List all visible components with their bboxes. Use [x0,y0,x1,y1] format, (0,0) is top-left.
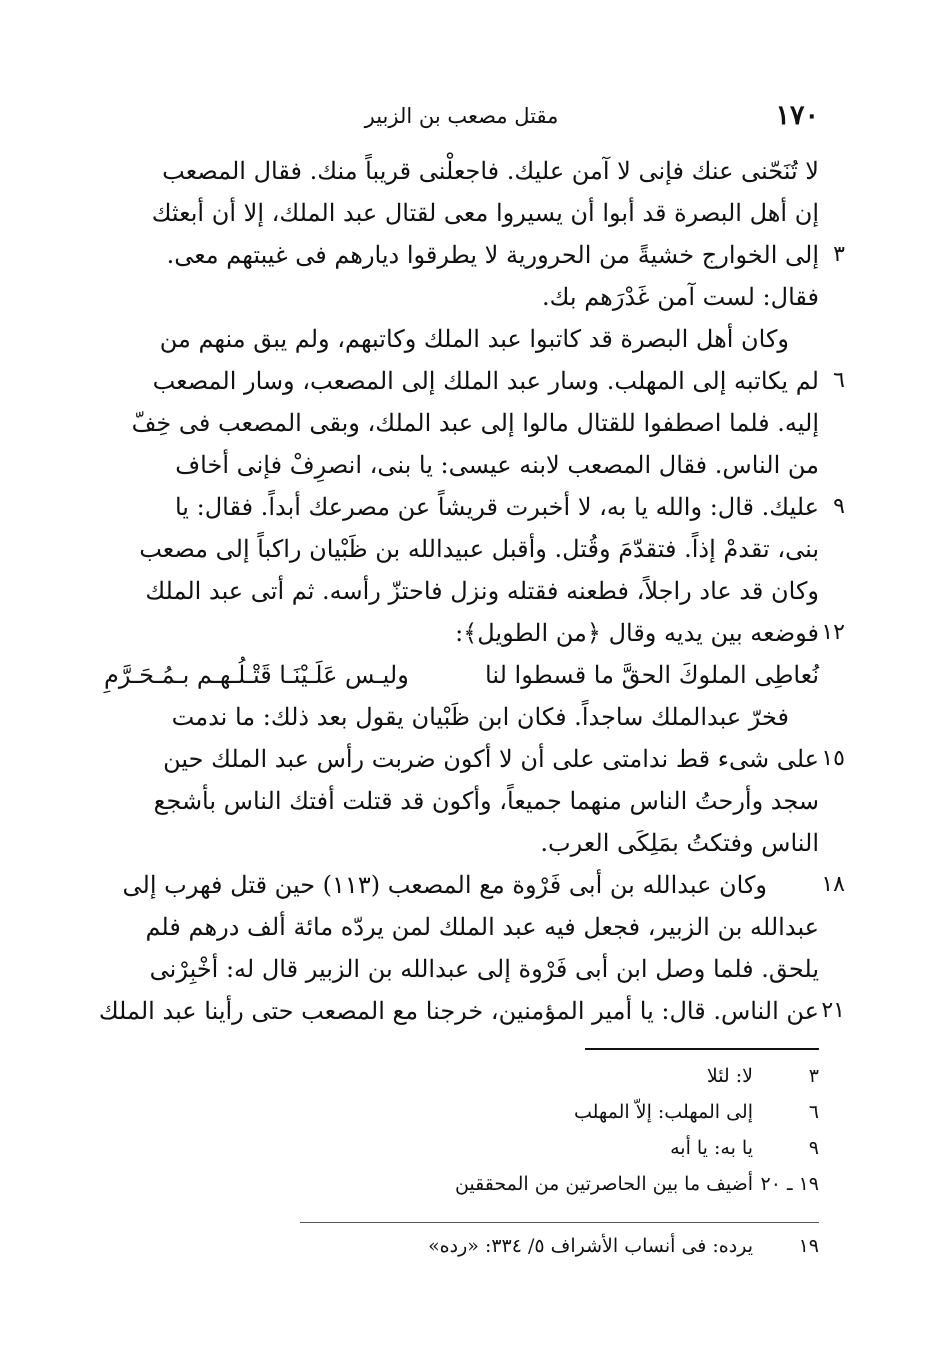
text-line [104,276,819,318]
divider-line [300,1222,819,1223]
footnote-spacer [300,1204,819,1222]
text-line [104,822,819,864]
text-line [104,234,845,276]
text-line [104,486,845,528]
line-number: ٦ [833,368,845,393]
line-text: الناس وفتكتُ بمَلِكَى العرب. [540,829,819,857]
footnote-text: لا: لئلا [706,1065,753,1087]
line-text: لم يكاتبه إلى المهلب. وسار عبد الملك إلى المصعب، وسار المصعب [152,367,819,395]
line-number: ٣ [833,242,845,267]
line-text: وكان قد عاد راجلاً، فطعنه فقتله ونزل فاحتزّ رأسه. ثم أتى عبد الملك [145,577,819,605]
line-text: من الناس. فقال المصعب لابنه عيسى: يا بنى، انصرِفْ فإنى أخاف [175,451,819,479]
line-text: عليك. قال: والله يا به، لا أخبرت قريشاً عن مصرعك أبداً. فقال: يا [174,493,819,521]
line-text: إلى الخوارج خشيةً من الحرورية لا يطرقوا ديارهم فى غيبتهم معى. [166,241,819,269]
page-header [104,96,819,146]
text-line [104,948,819,990]
line-text: فوضعه بين يديه وقال ﴿من الطويل﴾: [455,619,819,647]
text-line [104,528,819,570]
footnote-text: يا به: يا أبه [670,1137,753,1159]
line-text: وكان أهل البصرة قد كاتبوا عبد الملك وكاتبهم، ولم يبق منهم من [159,325,789,353]
main-text [98,150,845,1032]
line-text: وكان عبدالله بن أبى فَرْوة مع المصعب (١١٣) حين قتل فهرب إلى [122,871,767,899]
text-line [104,318,819,360]
running-title: مقتل مصعب بن الزبير [364,104,559,128]
footnote-text: إلى المهلب: إلاّ المهلب [573,1101,753,1123]
text-line [104,696,819,738]
poetry-verse [104,654,819,696]
footnote [300,1168,819,1204]
line-text: يلحق. فلما وصل ابن أبى فَرْوة إلى عبدالله بن الزبير قال له: أخْبِرْنى [149,955,819,983]
text-line [104,738,845,780]
footnote [300,1060,819,1096]
line-text: إن أهل البصرة قد أبوا أن يسيروا معى لقتال عبد الملك، إلا أن أبعثك [151,199,819,227]
line-number: ٢١ [821,998,845,1023]
footnote [300,1132,819,1168]
footnotes [300,1060,819,1266]
verse-second-hemistich: وليـس عَلَـيْنَـا قَتْـلُـهـم بـمُـحَـرَّمِ [104,661,409,689]
line-number: ١٥ [821,746,845,771]
text-line [104,192,819,234]
text-line [104,864,845,906]
line-text: فخرّ عبدالملك ساجداً. فكان ابن ظَبْيان يقول بعد ذلك: ما ندمت [171,703,789,731]
footnote-separator [585,1048,819,1050]
text-line [104,150,819,192]
verse-first-hemistich: نُعاطِى الملوكَ الحقَّ ما قسطوا لنا [485,661,819,689]
text-line [104,402,819,444]
footnote-text: يرده: فى أنساب الأشراف ٥/ ٣٣٤: «رده» [428,1235,753,1257]
line-text: عن الناس. قال: يا أمير المؤمنين، خرجنا مع المصعب حتى رأينا عبد الملك [98,997,819,1025]
text-line [104,780,819,822]
footnote-text: أضيف ما بين الحاصرتين من المحققين [454,1173,753,1195]
footnote-line-ref: ١٩ [798,1235,819,1257]
footnote-line-ref: ٣ [808,1065,819,1087]
text-line [98,990,845,1032]
footnote-line-ref: ١٩ ـ ٢٠ [760,1173,819,1195]
footnote-line-ref: ٦ [808,1101,819,1123]
text-line [104,570,819,612]
text-line [104,360,845,402]
line-text: بنى، تقدمْ إذاً. فتقدّمَ وقُتل. وأقبل عبيدالله بن ظَبْيان راكباً إلى مصعب [139,535,819,563]
line-number: ٩ [833,494,845,519]
line-text: فقال: لست آمن غَدْرَهم بك. [542,283,819,311]
footnote [300,1096,819,1132]
line-number: ١٢ [821,620,845,645]
footnote-line-ref: ٩ [808,1137,819,1159]
line-text: إليه. فلما اصطفوا للقتال مالوا إلى عبد الملك، وبقى المصعب فى خِفّ [131,409,819,437]
line-text: لا تُنَحّنى عنك فإنى لا آمن عليك. فاجعلْنى قريباً منك. فقال المصعب [162,157,819,185]
line-text: سجد وأرحتُ الناس منهما جميعاً، وأكون قد قتلت أفتك الناس بأشجع [153,787,819,815]
line-text: على شىء قط ندامتى على أن لا أكون ضربت رأس عبد الملك حين [163,745,819,773]
text-line [104,906,819,948]
footnote [300,1230,819,1266]
line-text: عبدالله بن الزبير، فجعل فيه عبد الملك لمن يردّه مائة ألف درهم فلم [145,913,819,941]
text-line [104,444,819,486]
page-number: ١٧٠ [775,100,819,131]
line-number: ١٨ [821,872,845,897]
text-line [104,612,845,654]
